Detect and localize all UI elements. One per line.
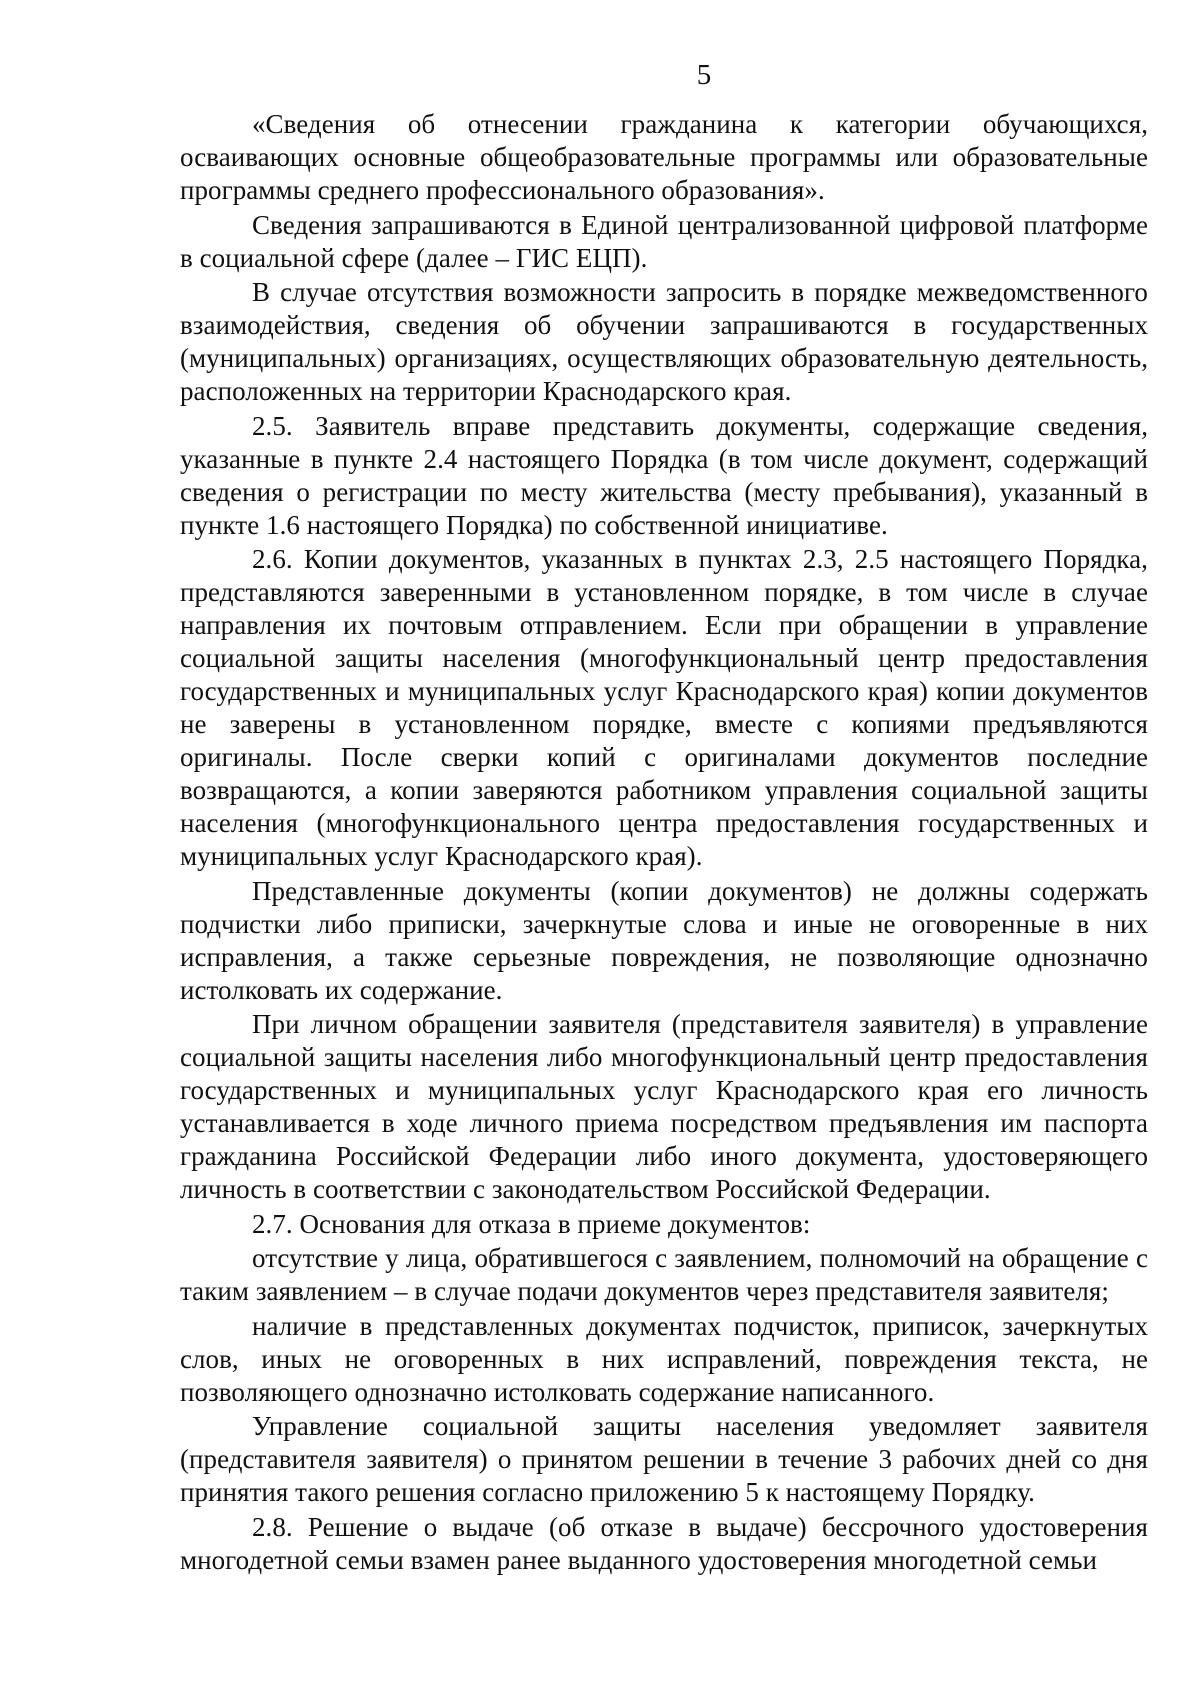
paragraph-no-interagency: В случае отсутствия возможности запросить в порядке межведомственного взаимодействия, сведения об обучении запрашиваются в государственных (муниципальных) организациях, осуществляющих образовательную деятельность, расположенных на территории Краснодарского края.	[180, 277, 1148, 406]
paragraph-document-requirements: Представленные документы (копии документов) не должны содержать подчистки либо приписки, зачеркнутые слова и иные не оговоренные в них исправления, а также серьезные повреждения, не позволяющие однозначно истолковать их содержание.	[180, 875, 1148, 1005]
paragraph-refusal-damaged-docs: наличие в представленных документах подчисток, приписок, зачеркнутых слов, иных не оговоренных в них исправлений, повреждения текста, не позволяющего однозначно истолковать содержание написанного.	[180, 1310, 1148, 1407]
paragraph-2-6: 2.6. Копии документов, указанных в пунктах 2.3, 2.5 настоящего Порядка, представляются заверенными в установленном порядке, в том числе в случае направления их почтовым отправлением. Если при обращении в управление социальной защиты населения (многофункциональный центр предоставления государственных и муниципальных услуг Краснодарского края) копии документов не заверены в установленном порядке, вместе с копиями предъявляются оригиналы. После сверки копий с оригиналами документов последние возвращаются, а копии заверяются работником управления социальной защиты населения (многофункционального центра предоставления государственных и муниципальных услуг Краснодарского края).	[180, 544, 1148, 871]
paragraph-2-5: 2.5. Заявитель вправе представить документы, содержащие сведения, указанные в пункте 2.4 настоящего Порядка (в том числе документ, содержащий сведения о регистрации по месту жительства (месту пребывания), указанный в пункте 1.6 настоящего Порядка) по собственной инициативе.	[180, 410, 1148, 540]
paragraph-2-7: 2.7. Основания для отказа в приеме документов:	[252, 1208, 811, 1239]
paragraph-2-8: 2.8. Решение о выдаче (об отказе в выдаче) бессрочного удостоверения многодетной семьи взамен ранее выданного удостоверения многодетной семьи	[180, 1511, 1148, 1575]
paragraph-gis-request: Сведения запрашиваются в Единой централизованной цифровой платформе в социальной сфере (далее – ГИС ЕЦП).	[180, 209, 1148, 273]
paragraph-personal-visit: При личном обращении заявителя (представителя заявителя) в управление социальной защиты населения либо многофункциональный центр предоставления государственных и муниципальных услуг Краснодарского края его личность устанавливается в ходе личного приема посредством предъявления им паспорта гражданина Российской Федерации либо иного документа, удостоверяющего личность в соответствии с законодательством Российской Федерации.	[180, 1009, 1148, 1204]
paragraph-notification: Управление социальной защиты населения уведомляет заявителя (представителя заявителя) о принятом решении в течение 3 рабочих дней со дня принятия такого решения согласно приложению 5 к настоящему Порядку.	[180, 1411, 1148, 1507]
paragraph-category-info: «Сведения об отнесении гражданина к категории обучающихся, осваивающих основные общеобразовательные программы или образовательные программы среднего профессионального образования».	[180, 109, 1148, 205]
paragraph-refusal-no-authority: отсутствие у лица, обратившегося с заявлением, полномочий на обращение с таким заявлением – в случае подачи документов через представителя заявителя;	[180, 1243, 1148, 1306]
page-number: 5	[696, 59, 712, 91]
